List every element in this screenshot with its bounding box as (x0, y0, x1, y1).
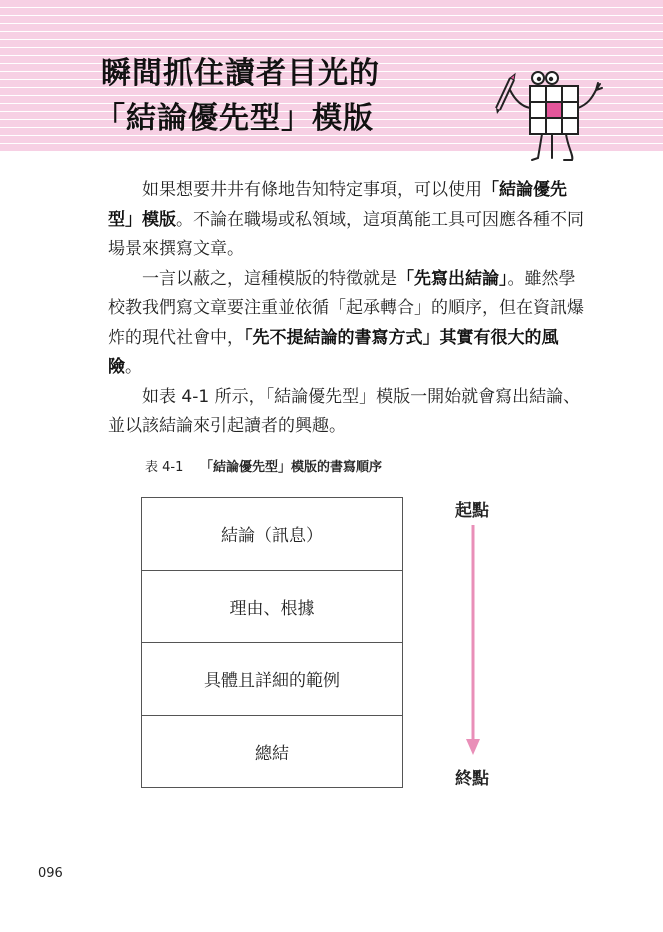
grid-mascot-illustration (488, 68, 608, 168)
page-number: 096 (38, 866, 63, 881)
mascot-grid-body (530, 86, 578, 134)
emphasis-write-conclusion-first: 「先寫出結論」 (397, 268, 508, 289)
table-row-summary: 總結 (255, 743, 289, 764)
table-number: 表 4-1 (145, 460, 184, 475)
table-caption (145, 456, 382, 475)
table-row-examples: 具體且詳細的範例 (142, 643, 402, 716)
table-title: 「結論優先型」模版的書寫順序 (200, 460, 383, 475)
end-point-label: 終點 (455, 769, 489, 789)
body-text (108, 176, 588, 442)
chapter-title-line-1: 瞬間抓住讀者目光的 (101, 56, 380, 91)
down-arrow-icon (463, 525, 483, 757)
emphasis-conclusion-first-template: 「結論優先型」模版 (108, 180, 567, 230)
table-row-conclusion: 結論（訊息） (142, 498, 402, 571)
paragraph-1: 如果想要井井有條地告知特定事項，可以使用「結論優先型」模版。不論在職場或私領域，這項萬能工具可因應各種不同場景來撰寫文章。 (108, 180, 584, 259)
paragraph-2: 一言以蔽之，這種模版的特徵就是「先寫出結論」。雖然學校教我們寫文章要注重並依循「起承轉合」的順序，但在資訊爆炸的現代社會中，「先不提結論的書寫方式」其實有很大的風險。 (108, 268, 584, 377)
mascot-legs (532, 134, 572, 160)
start-point-label: 起點 (455, 501, 489, 521)
mascot-eyes (532, 72, 558, 84)
chapter-title-line-2: 「結論優先型」模版 (95, 101, 374, 136)
paragraph-3: 如表 4-1 所示，「結論優先型」模版一開始就會寫出結論、並以該結論來引起讀者的興趣。 (108, 386, 581, 436)
writing-order-table (141, 497, 403, 788)
table-row-reasons: 理由、根據 (142, 571, 402, 644)
emphasis-risk-statement: 「先不提結論的書寫方式」其實有很大的風險 (108, 327, 559, 377)
